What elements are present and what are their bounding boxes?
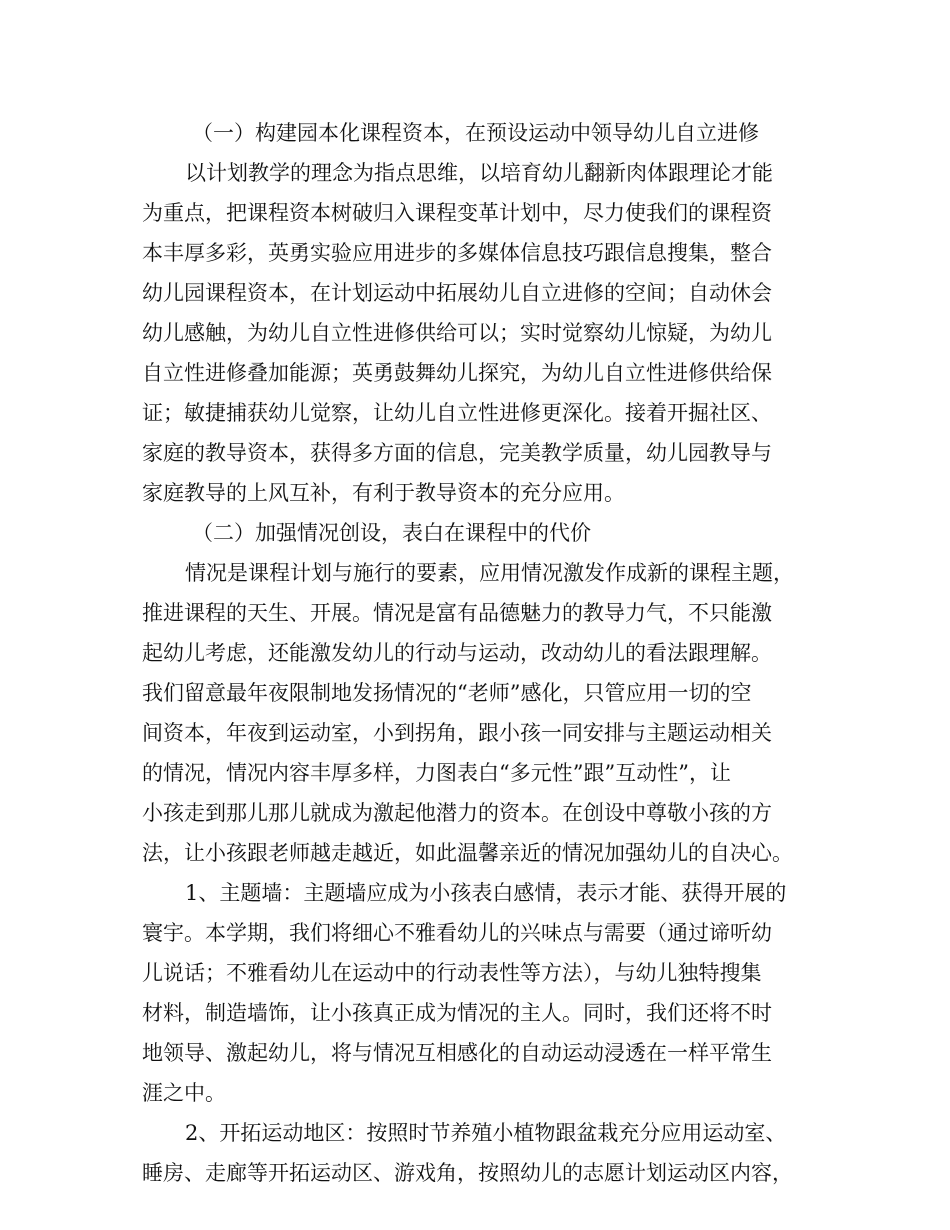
- text-line: 证；敏捷捕获幼儿觉察，让幼儿自立性进修更深化。接着开掘社区、: [142, 401, 772, 425]
- text-line: 1、主题墙：主题墙应成为小孩表白感情，表示才能、获得开展的: [185, 881, 787, 905]
- text-line: 儿说话；不雅看幼儿在运动中的行动表性等方法），与幼儿独特搜集: [142, 961, 762, 985]
- text-line: 以计划教学的理念为指点思维，以培育幼儿翻新肉体跟理论才能: [185, 161, 773, 185]
- text-line: 起幼儿考虑，还能激发幼儿的行动与运动，改动幼儿的看法跟理解。: [142, 641, 772, 665]
- text-line: 家庭教导的上风互补，有利于教导资本的充分应用。: [142, 481, 625, 505]
- text-line: 为重点，把课程资本树破归入课程变革计划中，尽力使我们的课程资: [142, 201, 772, 225]
- heading-2: （二）加强情况创设，表白在课程中的代价: [192, 521, 591, 545]
- text-line: 法，让小孩跟老师越走越近，如此温馨亲近的情况加强幼儿的自决心。: [142, 841, 793, 865]
- heading-1: （一）构建园本化课程资本，在预设运动中领导幼儿自立进修: [192, 121, 759, 145]
- text-line: 间资本，年夜到运动室，小到拐角，跟小孩一同安排与主题运动相关: [142, 721, 772, 745]
- text-line: 2、开拓运动地区：按照时节养殖小植物跟盆栽充分应用运动室、: [185, 1121, 787, 1145]
- text-line: 自立性进修叠加能源；英勇鼓舞幼儿探究，为幼儿自立性进修供给保: [142, 361, 772, 385]
- text-line: 推进课程的天生、开展。情况是富有品德魅力的教导力气，不只能激: [142, 601, 772, 625]
- text-line: 情况是课程计划与施行的要素，应用情况激发作成新的课程主题，: [185, 561, 794, 585]
- text-line: 幼儿感触，为幼儿自立性进修供给可以；实时觉察幼儿惊疑，为幼儿: [142, 321, 772, 345]
- text-line: 我们留意最年夜限制地发扬情况的“老师”感化，只管应用一切的空: [142, 681, 752, 705]
- text-line: 的情况，情况内容丰厚多样，力图表白“多元性”跟”互动性”，让: [142, 761, 731, 785]
- text-line: 寰宇。本学期，我们将细心不雅看幼儿的兴味点与需要（通过谛听幼: [142, 921, 772, 945]
- text-line: 涯之中。: [142, 1081, 226, 1105]
- text-line: 材料，制造墙饰，让小孩真正成为情况的主人。同时，我们还将不时: [142, 1001, 772, 1025]
- text-line: 睡房、走廊等开拓运动区、游戏角，按照幼儿的志愿计划运动区内容，: [142, 1161, 793, 1185]
- text-line: 地领导、激起幼儿，将与情况互相感化的自动运动浸透在一样平常生: [142, 1041, 772, 1065]
- text-line: 小孩走到那儿那儿就成为激起他潜力的资本。在创设中尊敬小孩的方: [142, 801, 772, 825]
- text-line: 家庭的教导资本，获得多方面的信息，完美教学质量，幼儿园教导与: [142, 441, 772, 465]
- text-line: 本丰厚多彩，英勇实验应用进步的多媒体信息技巧跟信息搜集，整合: [142, 241, 772, 265]
- text-line: 幼儿园课程资本，在计划运动中拓展幼儿自立进修的空间；自动休会: [142, 281, 772, 305]
